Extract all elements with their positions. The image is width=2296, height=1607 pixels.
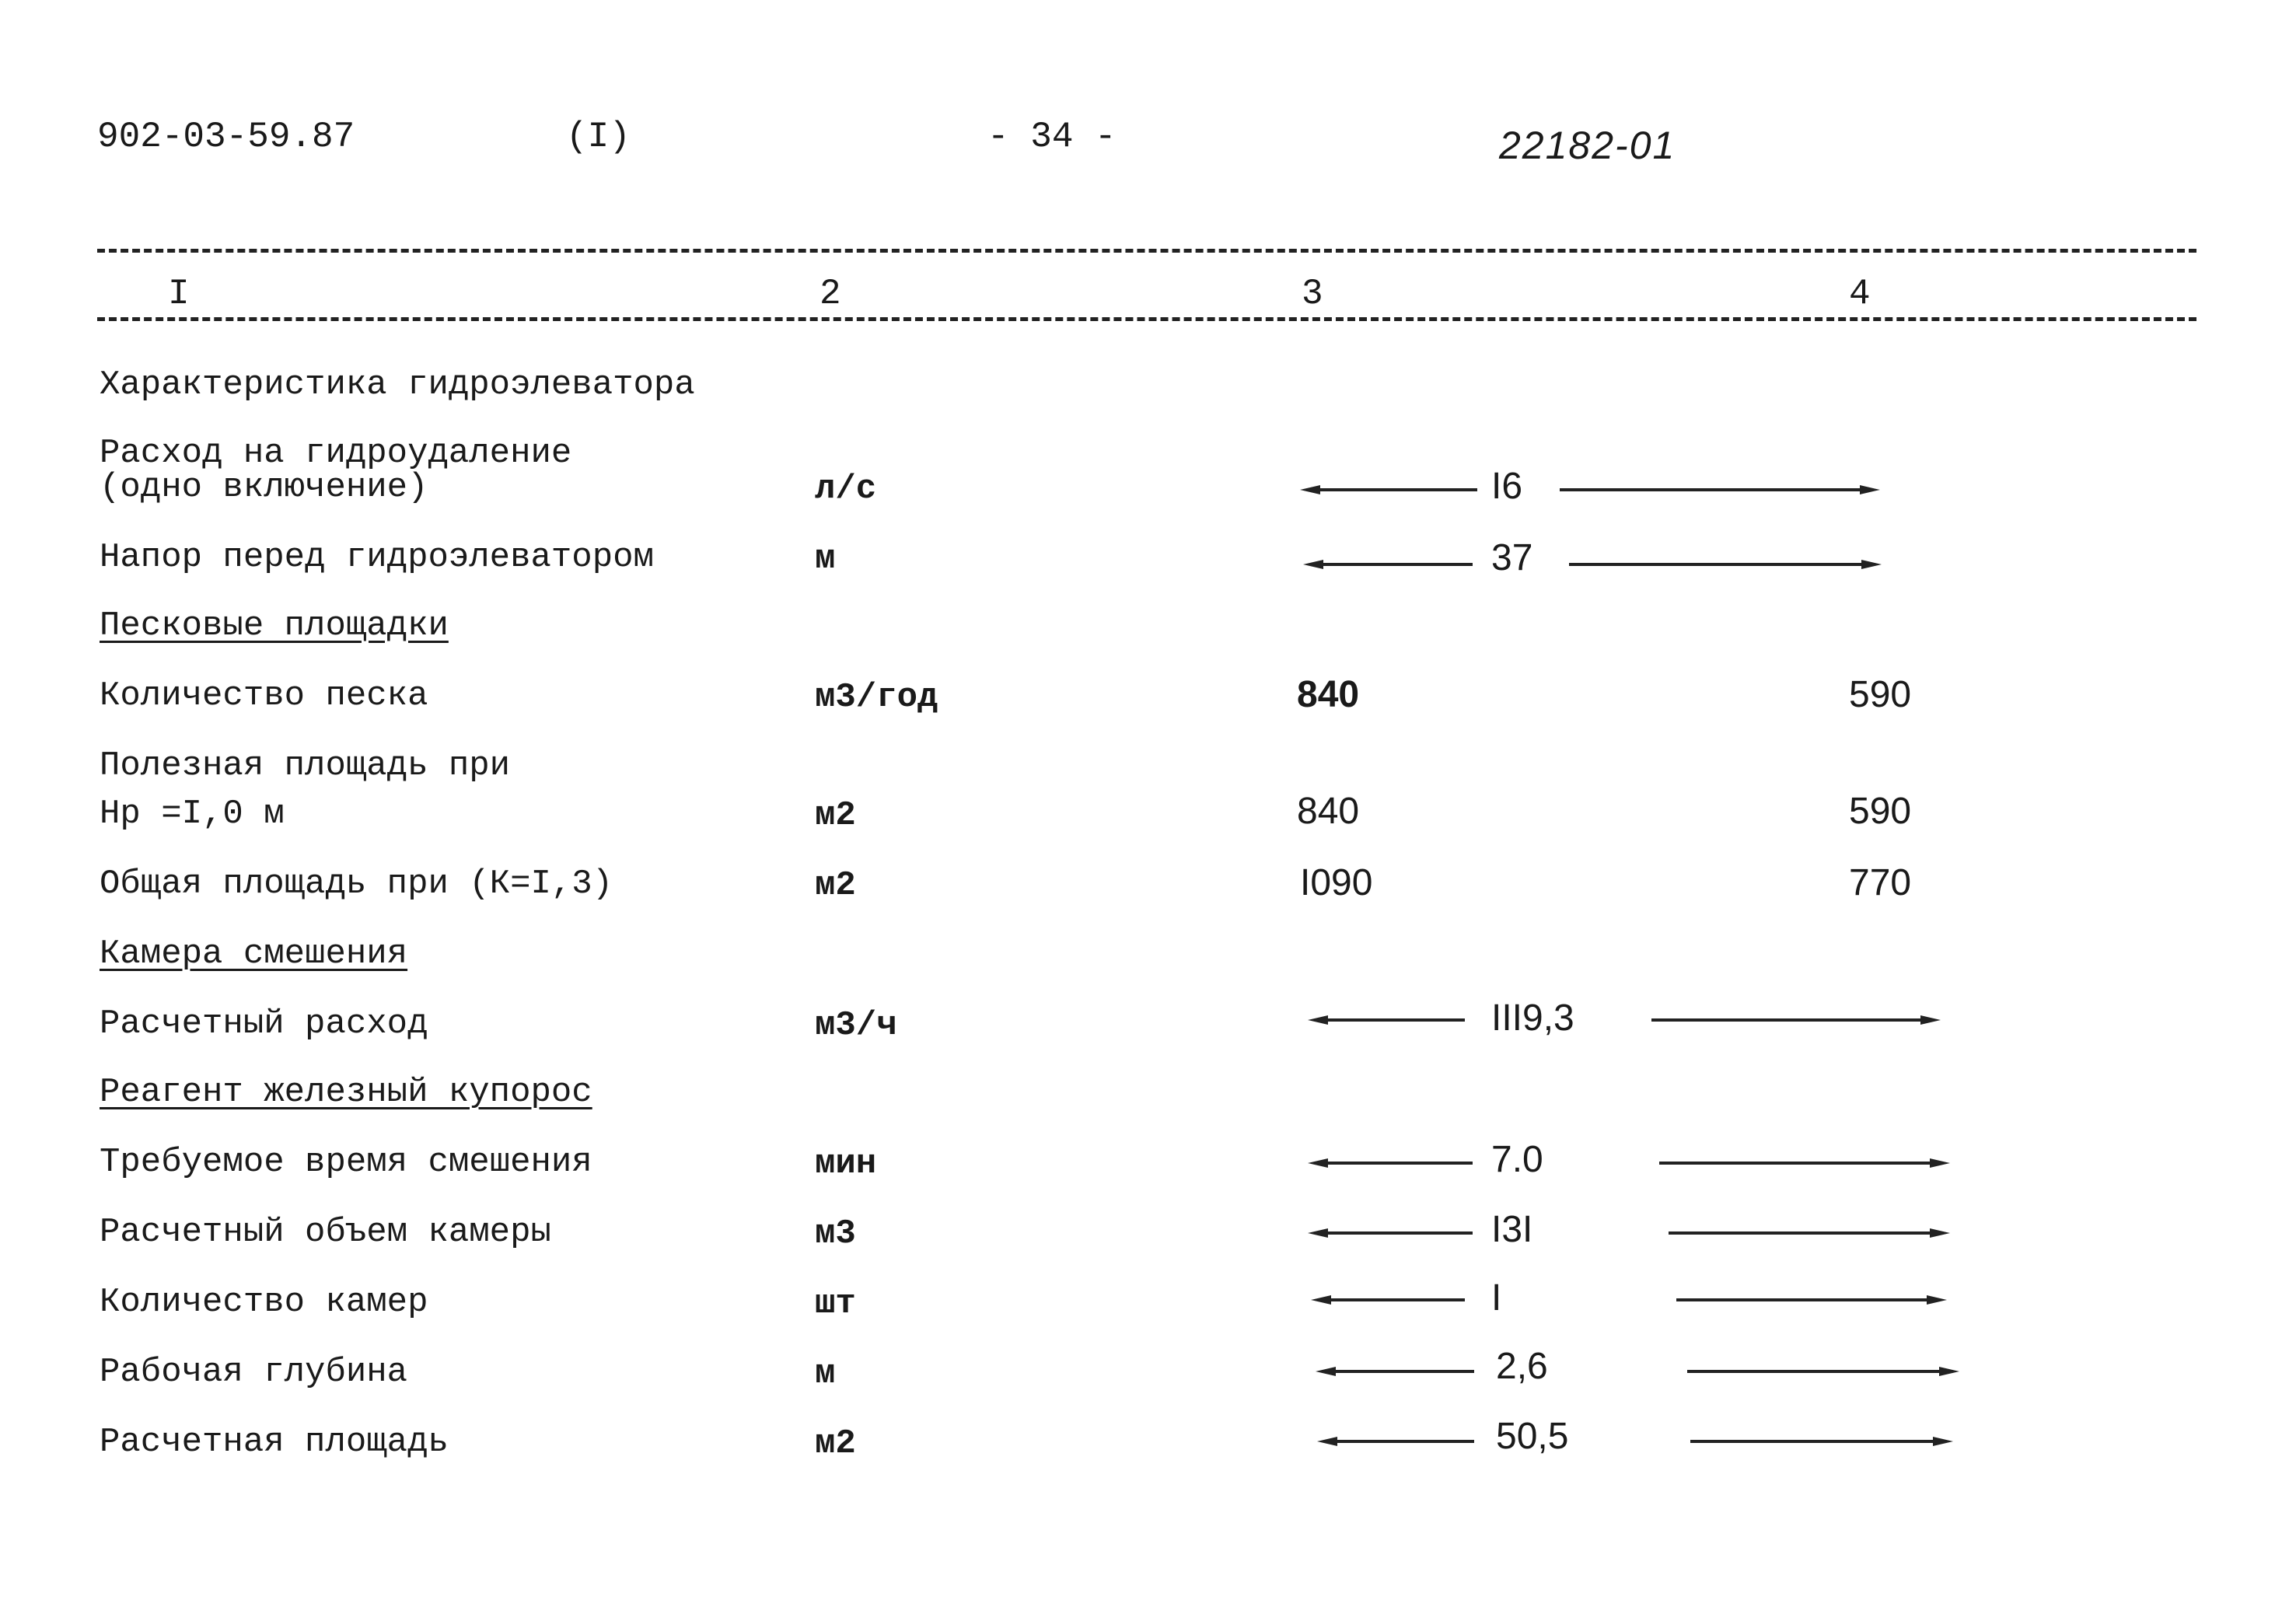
span-arrow-left [1331,1440,1474,1443]
row-unit: м [815,540,836,578]
row-unit: м3/год [815,678,938,717]
row-label: Расчетный расход [100,1004,428,1043]
header-rule-bottom [97,317,2196,321]
row-unit: шт [815,1284,856,1323]
row-value-spanning: I6 [1491,466,1523,507]
row-label: Количество камер [100,1283,428,1322]
row-value-spanning: III9,3 [1491,997,1574,1039]
right-arrowhead-icon [1920,1015,1941,1025]
column-number-1: I [163,274,194,314]
section-heading-hydroelevator: Характеристика гидроэлеватора [100,365,695,404]
right-arrowhead-icon [1930,1158,1950,1168]
right-arrowhead-icon [1939,1367,1959,1376]
page-number: - 34 - [987,117,1117,157]
row-unit: мин [815,1144,877,1183]
row-label: Общая площадь при (К=I,3) [100,865,613,903]
span-arrow-right [1560,488,1871,491]
row-unit: л/с [815,470,877,508]
right-arrowhead-icon [1860,485,1880,494]
row-label: Требуемое время смешения [100,1143,592,1182]
span-arrow-right [1687,1370,1950,1373]
span-arrow-right [1676,1298,1938,1301]
right-arrowhead-icon [1933,1437,1953,1446]
span-arrow-left [1322,1162,1473,1165]
row-label: Напор перед гидроэлеватором [100,538,654,577]
span-arrow-left [1322,1018,1465,1022]
part-number: (I) [566,117,631,157]
row-value-col3: I090 [1300,862,1373,903]
right-arrowhead-icon [1927,1295,1947,1305]
column-number-3: 3 [1297,274,1328,314]
span-arrow-left [1317,563,1473,566]
section-heading-sand: Песковые площадки [100,606,449,645]
row-unit: м3/ч [815,1006,897,1045]
span-arrow-left [1314,488,1477,491]
span-arrow-right [1690,1440,1944,1443]
row-value-spanning: 7.0 [1491,1139,1543,1180]
row-unit: м2 [815,1424,856,1463]
row-value-spanning: I [1491,1277,1502,1319]
right-arrowhead-icon [1861,560,1882,569]
document-code: 902-03-59.87 [97,117,355,157]
span-arrow-left [1325,1298,1465,1301]
section-heading-mixing: Камера смешения [100,935,408,973]
row-label: Расчетная площадь [100,1423,449,1462]
span-arrow-right [1569,563,1872,566]
row-value-spanning: 2,6 [1496,1346,1548,1387]
row-value-col4: 770 [1849,862,1912,903]
span-arrow-left [1330,1370,1474,1373]
row-value-spanning: 50,5 [1496,1416,1569,1457]
column-number-4: 4 [1844,274,1875,314]
row-value-col3: 840 [1297,674,1360,715]
right-arrowhead-icon [1930,1228,1950,1238]
row-value-spanning: 37 [1491,537,1533,578]
row-label-continued: (одно включение) [100,468,428,507]
row-label: Полезная площадь при [100,746,511,785]
inventory-number: 22182-01 [1499,124,1676,167]
row-value-col4: 590 [1849,791,1912,832]
row-unit: м [815,1354,836,1393]
row-unit: м3 [815,1214,856,1253]
row-value-col3: 840 [1297,791,1360,832]
column-number-2: 2 [815,274,846,314]
section-heading-reagent: Реагент железный купорос [100,1073,592,1112]
row-label-continued: Нр =I,0 м [100,795,285,833]
span-arrow-right [1659,1162,1941,1165]
row-unit: м2 [815,866,856,905]
row-unit: м2 [815,796,856,835]
header-rule-top [97,249,2196,253]
row-value-col4: 590 [1849,674,1912,715]
row-value-spanning: I3I [1491,1209,1533,1250]
row-label: Рабочая глубина [100,1353,408,1392]
row-label: Количество песка [100,676,428,715]
span-arrow-right [1651,1018,1931,1022]
row-label: Расчетный объем камеры [100,1213,551,1252]
span-arrow-right [1669,1231,1941,1235]
span-arrow-left [1322,1231,1473,1235]
row-label: Расход на гидроудаление [100,434,572,473]
